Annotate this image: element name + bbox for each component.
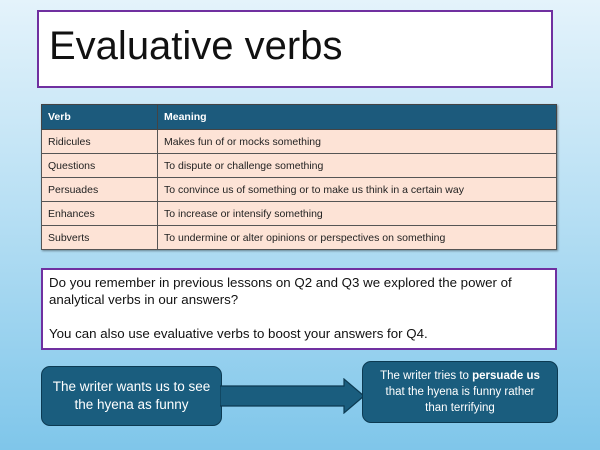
verb-cell: Persuades: [42, 178, 158, 202]
slide-title: Evaluative verbs: [49, 24, 343, 68]
right-arrow-icon: [220, 378, 366, 414]
example-after-post: that the hyena is funny rather than terrifying: [385, 386, 535, 414]
table-row: [42, 202, 557, 226]
table-row: [42, 178, 557, 202]
meaning-cell: To undermine or alter opinions or perspectives on something: [158, 226, 557, 250]
example-after-box: [362, 361, 558, 423]
verb-cell: Ridicules: [42, 130, 158, 154]
example-after-pre: The writer tries to: [380, 370, 473, 382]
verb-cell: Enhances: [42, 202, 158, 226]
table-row: [42, 130, 557, 154]
verbs-table: [41, 104, 557, 250]
header-meaning: Meaning: [158, 105, 557, 130]
example-before-box: [41, 366, 222, 426]
table-header-row: [42, 105, 557, 130]
verb-cell: Questions: [42, 154, 158, 178]
info-text-box: [41, 268, 557, 350]
example-after-text: [375, 368, 545, 416]
verb-cell: Subverts: [42, 226, 158, 250]
example-after-bold: persuade us: [472, 370, 540, 382]
info-line-1: Do you remember in previous lessons on Q2 and Q3 we explored the power of analytical verbs in our answers?: [49, 275, 512, 307]
header-verb: Verb: [42, 105, 158, 130]
title-box: [37, 10, 553, 88]
meaning-cell: To increase or intensify something: [158, 202, 557, 226]
example-before-text: The writer wants us to see the hyena as funny: [52, 379, 211, 412]
meaning-cell: To convince us of something or to make us think in a certain way: [158, 178, 557, 202]
info-line-2: You can also use evaluative verbs to boost your answers for Q4.: [49, 326, 428, 341]
meaning-cell: Makes fun of or mocks something: [158, 130, 557, 154]
table-row: [42, 154, 557, 178]
meaning-cell: To dispute or challenge something: [158, 154, 557, 178]
table-row: [42, 226, 557, 250]
